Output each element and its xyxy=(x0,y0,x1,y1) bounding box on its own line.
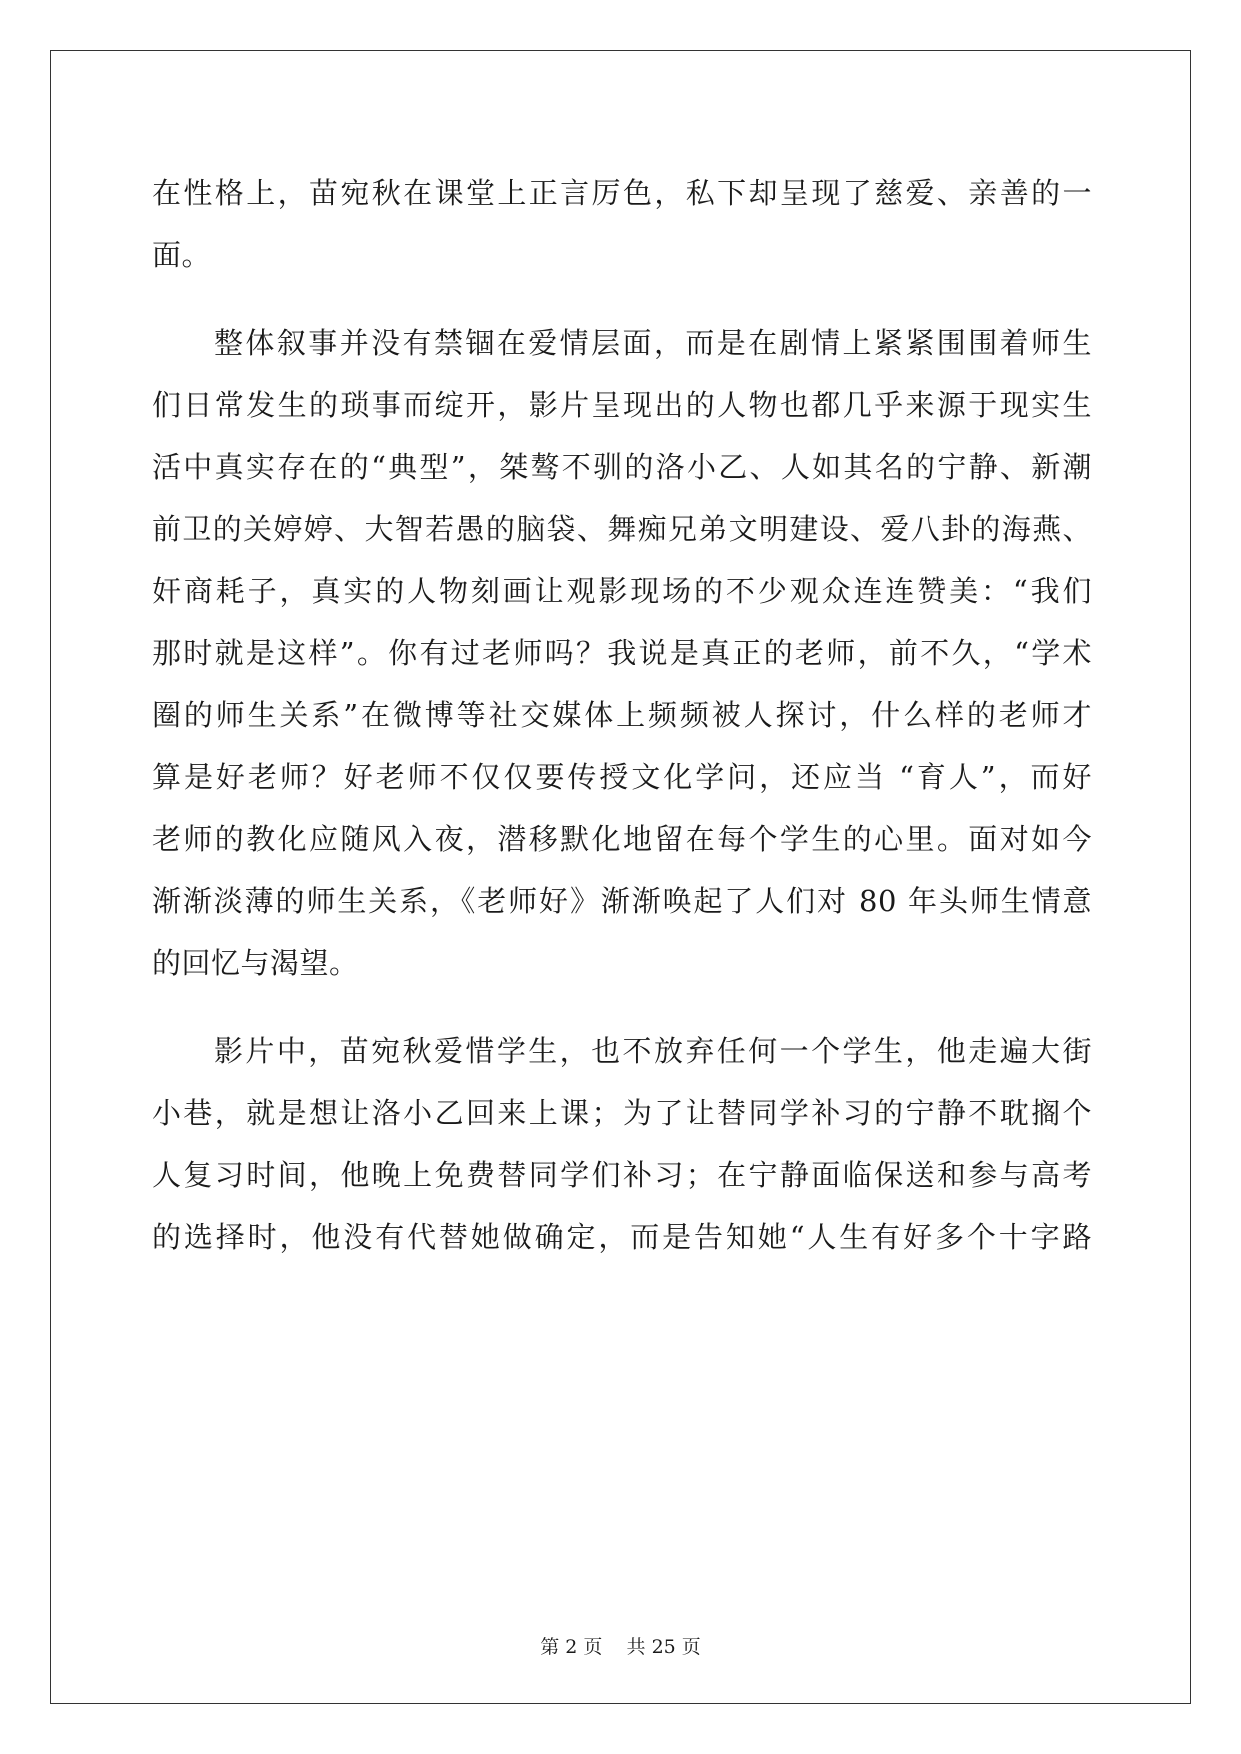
page-number-footer: 第 2 页 共 25 页 xyxy=(540,1636,701,1658)
text-line: 算是好老师？好老师不仅仅要传授文化学问，还应当 “育人”，而好 xyxy=(152,760,1092,794)
text-line: 人复习时间，他晚上免费替同学们补习；在宁静面临保送和参与高考 xyxy=(152,1158,1092,1192)
text-line: 影片中，苗宛秋爱惜学生，也不放弃任何一个学生，他走遍大街 xyxy=(214,1034,1092,1068)
text-line: 面。 xyxy=(152,238,212,272)
text-line: 圈的师生关系”在微博等社交媒体上频频被人探讨，什么样的老师才 xyxy=(152,698,1092,732)
text-line: 整体叙事并没有禁锢在爱情层面，而是在剧情上紧紧围围着师生 xyxy=(214,326,1092,360)
text-line: 那时就是这样”。你有过老师吗？我说是真正的老师，前不久，“学术 xyxy=(152,636,1092,670)
text-line: 小巷，就是想让洛小乙回来上课；为了让替同学补习的宁静不耽搁个 xyxy=(152,1096,1092,1130)
text-line: 老师的教化应随风入夜，潜移默化地留在每个学生的心里。面对如今 xyxy=(152,822,1092,856)
text-line: 在性格上，苗宛秋在课堂上正言厉色，私下却呈现了慈爱、亲善的一 xyxy=(152,176,1092,210)
text-line: 活中真实存在的“典型”，桀骜不驯的洛小乙、人如其名的宁静、新潮 xyxy=(152,450,1092,484)
text-line: 的选择时，他没有代替她做确定，而是告知她“人生有好多个十字路 xyxy=(152,1220,1092,1254)
text-line: 渐渐淡薄的师生关系，《老师好》渐渐唤起了人们对 80 年头师生情意 xyxy=(152,884,1092,918)
text-line: 们日常发生的琐事而绽开，影片呈现出的人物也都几乎来源于现实生 xyxy=(152,388,1092,422)
text-line: 奸商耗子，真实的人物刻画让观影现场的不少观众连连赞美：“我们 xyxy=(152,574,1092,608)
text-line: 的回忆与渴望。 xyxy=(152,946,359,980)
document-body xyxy=(152,162,1092,1268)
text-line: 前卫的关婷婷、大智若愚的脑袋、舞痴兄弟文明建设、爱八卦的海燕、 xyxy=(152,512,1092,546)
